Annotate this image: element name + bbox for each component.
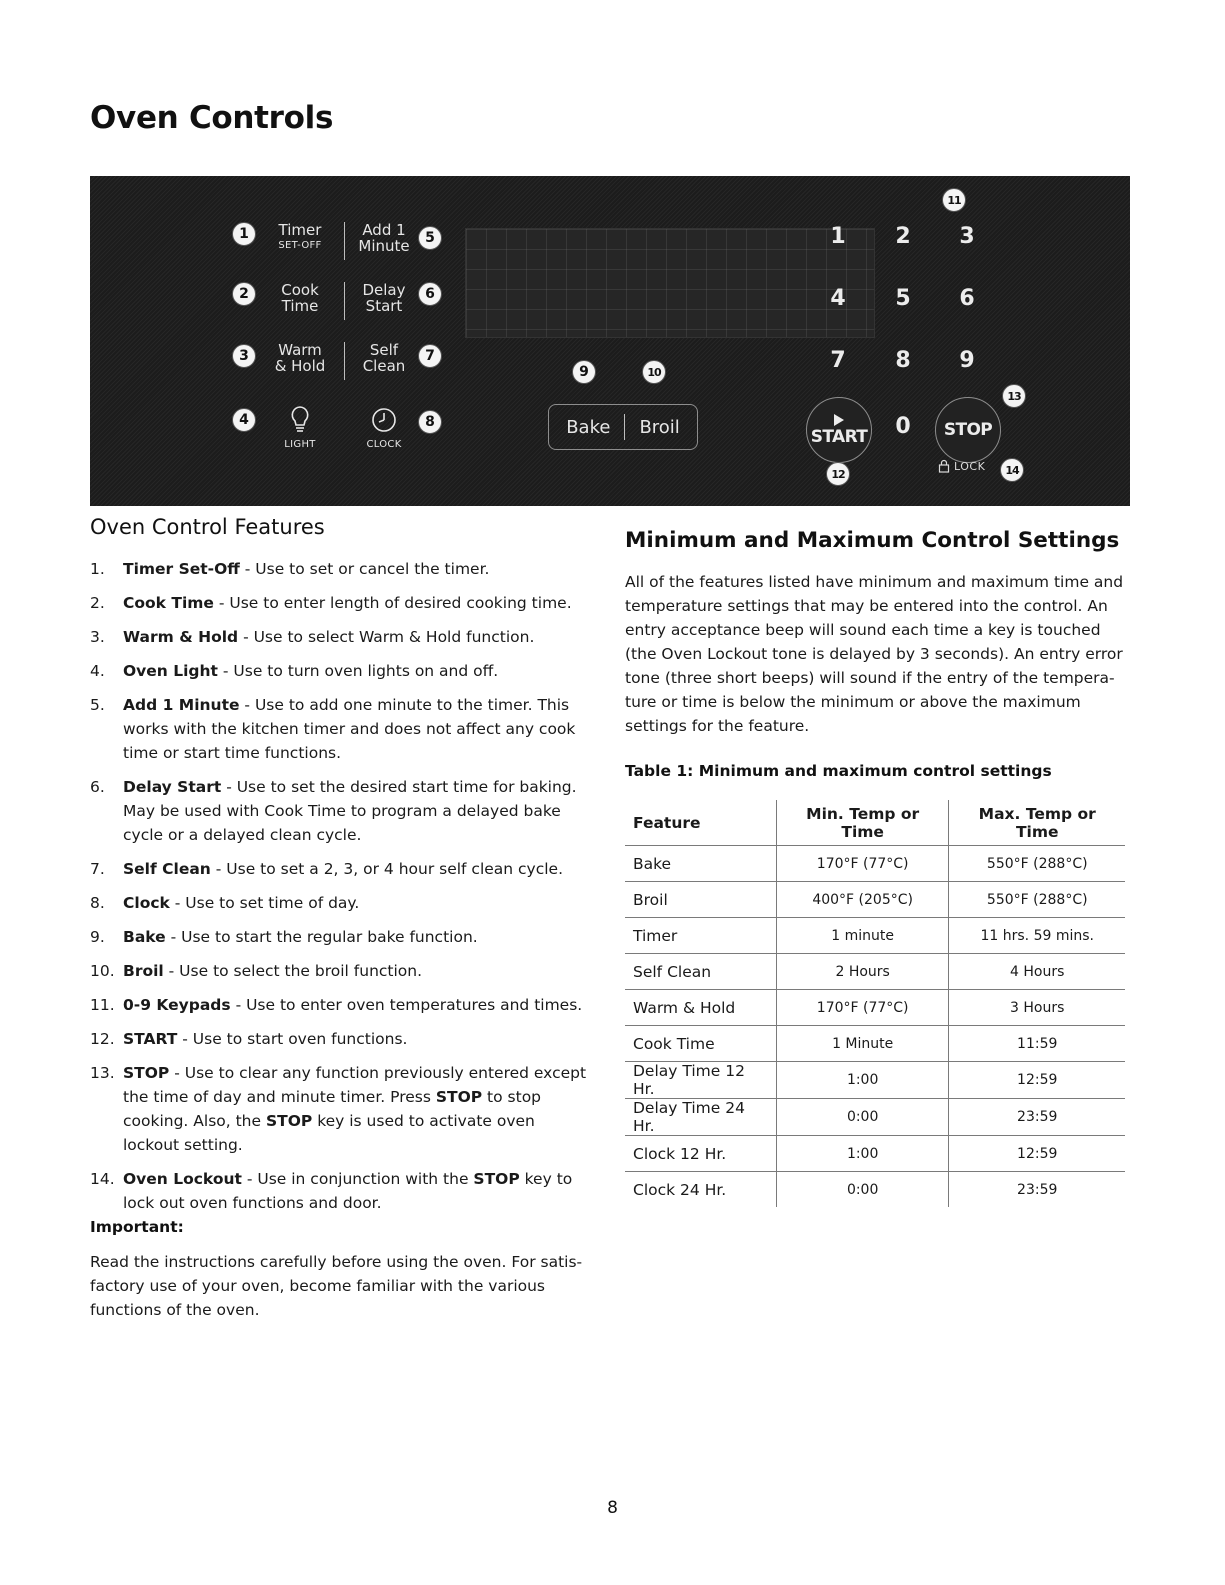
feature-desc: key to lock out oven functions and door. xyxy=(123,1170,573,1212)
delay-start-key xyxy=(342,282,426,314)
list-number: 10. xyxy=(90,962,115,980)
feature-name: 0-9 Keypads xyxy=(123,996,231,1014)
feature-desc: - Use to select the broil function. xyxy=(163,962,423,980)
cook-time-key xyxy=(258,282,342,314)
table-cell: Delay Time 12 Hr. xyxy=(625,1062,776,1099)
feature-desc: - Use to start oven functions. xyxy=(177,1030,408,1048)
list-item xyxy=(90,857,590,881)
list-item xyxy=(90,591,590,615)
keypad-0: 0 xyxy=(895,414,911,439)
add-minute-key-sublabel: Minute xyxy=(358,237,410,255)
feature-name: Clock xyxy=(123,894,170,912)
feature-desc: - Use to enter length of desired cooking time. xyxy=(213,594,572,612)
cook-time-key-label: Cook xyxy=(281,281,319,299)
feature-desc: - Use to set the desired start time for baking. May be used with Cook Time to program a delayed bake cycle or a delayed clean cycle. xyxy=(123,778,577,844)
table-cell: 170°F (77°C) xyxy=(776,846,949,882)
table-cell: Warm & Hold xyxy=(625,990,776,1026)
table-cell: 23:59 xyxy=(949,1172,1125,1208)
callout-5: 5 xyxy=(418,226,442,250)
keypad-1: 1 xyxy=(830,224,846,249)
start-key-label: START xyxy=(810,427,868,447)
table-row xyxy=(625,990,1125,1026)
min-max-body: All of the features listed have minimum and maximum time and temperature settings that may be entered into the control. An entry acceptance beep will sound each time a key is touched (the Oven Lockout tone is delayed by 3 seconds). An entry error tone (three short beeps) will sound if the entry of the tempera-ture or time is below the minimum or above the maximum settings for the feature. xyxy=(625,573,1124,735)
list-item xyxy=(90,891,590,915)
control-panel-illustration xyxy=(90,176,1130,506)
feature-name: Bake xyxy=(123,928,166,946)
list-item xyxy=(90,1167,590,1215)
feature-name: Broil xyxy=(123,962,164,980)
warm-hold-key-sublabel: & Hold xyxy=(274,357,326,375)
feature-desc: - Use to set time of day. xyxy=(169,894,360,912)
feature-name: Oven Lockout xyxy=(123,1170,242,1188)
table-cell: 170°F (77°C) xyxy=(776,990,949,1026)
feature-name: STOP xyxy=(123,1064,170,1082)
table-header-row xyxy=(625,800,1125,846)
table-cell: 0:00 xyxy=(776,1172,949,1208)
bake-key: Bake xyxy=(566,416,611,438)
page-number: 8 xyxy=(607,1498,618,1518)
table-caption: Table 1: Minimum and maximum control settings xyxy=(625,762,1052,780)
feature-name: Warm & Hold xyxy=(123,628,239,646)
feature-name: Cook Time xyxy=(123,594,214,612)
list-number: 6. xyxy=(90,778,105,796)
self-clean-key-label: Self xyxy=(369,341,399,359)
clock-icon xyxy=(370,406,398,434)
callout-14: 14 xyxy=(1000,458,1024,482)
play-triangle-icon xyxy=(833,413,845,427)
table-row xyxy=(625,882,1125,918)
list-item xyxy=(90,557,590,581)
callout-13: 13 xyxy=(1002,384,1026,408)
list-number: 4. xyxy=(90,662,105,680)
list-number: 9. xyxy=(90,928,105,946)
page-title: Oven Controls xyxy=(90,100,334,136)
list-item xyxy=(90,659,590,683)
keypad-9: 9 xyxy=(959,348,975,373)
table-cell: 1:00 xyxy=(776,1136,949,1172)
list-number: 11. xyxy=(90,996,115,1014)
table-row xyxy=(625,1172,1125,1208)
list-number: 8. xyxy=(90,894,105,912)
section-heading-min-max: Minimum and Maximum Control Settings xyxy=(625,528,1120,553)
list-item xyxy=(90,1061,590,1157)
feature-name: Add 1 Minute xyxy=(123,696,240,714)
column-header: Feature xyxy=(633,813,701,832)
feature-desc: - Use to start the regular bake function. xyxy=(165,928,478,946)
list-item xyxy=(90,993,590,1017)
feature-name: Delay Start xyxy=(123,778,222,796)
settings-table xyxy=(625,800,1125,1207)
timer-key-sublabel: SET-OFF xyxy=(278,240,322,251)
callout-4: 4 xyxy=(232,408,256,432)
keypad-4: 4 xyxy=(830,286,846,311)
warm-hold-key-label: Warm xyxy=(278,341,322,359)
list-number: 13. xyxy=(90,1064,115,1082)
list-item xyxy=(90,625,590,649)
table-cell: Delay Time 24 Hr. xyxy=(625,1099,776,1136)
important-label: Important: xyxy=(90,1218,184,1236)
feature-desc: key is used to activate oven lockout setting. xyxy=(123,1112,535,1154)
table-cell: 0:00 xyxy=(776,1099,949,1136)
table-cell: Clock 12 Hr. xyxy=(625,1136,776,1172)
table-cell: 550°F (288°C) xyxy=(949,882,1125,918)
feature-desc: - Use to set or cancel the timer. xyxy=(239,560,490,578)
lock-label xyxy=(938,459,985,473)
key-divider xyxy=(624,414,625,440)
table-cell: Broil xyxy=(625,882,776,918)
feature-name: Self Clean xyxy=(123,860,211,878)
feature-desc: to stop cooking. Also, the xyxy=(123,1088,542,1130)
delay-start-key-sublabel: Start xyxy=(365,297,403,315)
timer-key-label: Timer xyxy=(278,221,322,239)
list-number: 2. xyxy=(90,594,105,612)
table-cell: 11 hrs. 59 mins. xyxy=(949,918,1125,954)
table-row xyxy=(625,1099,1125,1136)
list-number: 3. xyxy=(90,628,105,646)
feature-emphasis: STOP xyxy=(435,1088,483,1106)
stop-key-label: STOP xyxy=(943,420,993,440)
feature-emphasis: STOP xyxy=(265,1112,313,1130)
callout-7: 7 xyxy=(418,344,442,368)
important-text: Read the instructions carefully before using the oven. For satis-factory use of your oven, become familiar with the various functions of the oven. xyxy=(90,1253,583,1319)
feature-desc: - Use to turn oven lights on and off. xyxy=(217,662,499,680)
lcd-display xyxy=(465,228,875,338)
start-key xyxy=(806,397,872,463)
light-bulb-icon xyxy=(288,404,312,434)
table-row xyxy=(625,1062,1125,1099)
table-cell: 11:59 xyxy=(949,1026,1125,1062)
section-heading-features: Oven Control Features xyxy=(90,515,325,539)
table-cell: Clock 24 Hr. xyxy=(625,1172,776,1208)
timer-key xyxy=(258,222,342,254)
table-cell: 12:59 xyxy=(949,1136,1125,1172)
keypad-2: 2 xyxy=(895,224,911,249)
callout-12: 12 xyxy=(826,462,850,486)
table-cell: Self Clean xyxy=(625,954,776,990)
list-number: 14. xyxy=(90,1170,115,1188)
table-cell: 12:59 xyxy=(949,1062,1125,1099)
clock-key xyxy=(342,406,426,453)
feature-emphasis: STOP xyxy=(473,1170,520,1188)
callout-9: 9 xyxy=(572,360,596,384)
feature-desc: - Use in conjunction with the xyxy=(241,1170,474,1188)
feature-name: Oven Light xyxy=(123,662,218,680)
table-cell: 1:00 xyxy=(776,1062,949,1099)
table-row xyxy=(625,1136,1125,1172)
table-cell: 4 Hours xyxy=(949,954,1125,990)
cook-time-key-sublabel: Time xyxy=(281,297,319,315)
broil-key: Broil xyxy=(639,416,680,438)
callout-6: 6 xyxy=(418,282,442,306)
table-row xyxy=(625,1026,1125,1062)
column-header: Min. Temp or Time xyxy=(776,800,949,846)
callout-10: 10 xyxy=(642,360,666,384)
table-cell: 1 Minute xyxy=(776,1026,949,1062)
keypad-8: 8 xyxy=(895,348,911,373)
feature-desc: - Use to select Warm & Hold function. xyxy=(238,628,535,646)
self-clean-key xyxy=(342,342,426,374)
feature-list xyxy=(90,557,590,1225)
feature-desc: - Use to set a 2, 3, or 4 hour self clean cycle. xyxy=(210,860,564,878)
list-item xyxy=(90,693,590,765)
keypad-7: 7 xyxy=(830,348,846,373)
warm-hold-key xyxy=(258,342,342,374)
feature-desc: - Use to enter oven temperatures and times. xyxy=(230,996,583,1014)
list-number: 12. xyxy=(90,1030,115,1048)
callout-8: 8 xyxy=(418,410,442,434)
callout-11: 11 xyxy=(942,188,966,212)
keypad-5: 5 xyxy=(895,286,911,311)
bake-broil-keys xyxy=(548,404,698,450)
list-item xyxy=(90,1027,590,1051)
feature-desc: - Use to clear any function previously entered except the time of day and minute timer. Press xyxy=(123,1064,587,1106)
table-row xyxy=(625,846,1125,882)
table-row xyxy=(625,918,1125,954)
self-clean-key-sublabel: Clean xyxy=(362,357,406,375)
stop-key xyxy=(935,397,1001,463)
list-item xyxy=(90,959,590,983)
table-cell: 3 Hours xyxy=(949,990,1125,1026)
add-minute-key xyxy=(342,222,426,254)
callout-1: 1 xyxy=(232,222,256,246)
table-cell: Timer xyxy=(625,918,776,954)
table-cell: 400°F (205°C) xyxy=(776,882,949,918)
list-item xyxy=(90,925,590,949)
table-cell: 23:59 xyxy=(949,1099,1125,1136)
feature-name: START xyxy=(123,1030,178,1048)
delay-start-key-label: Delay xyxy=(362,281,406,299)
keypad-3: 3 xyxy=(959,224,975,249)
padlock-icon xyxy=(938,459,950,473)
lock-label-text: LOCK xyxy=(954,459,986,473)
list-number: 1. xyxy=(90,560,105,578)
callout-2: 2 xyxy=(232,282,256,306)
light-key-label: LIGHT xyxy=(284,439,316,450)
column-header: Max. Temp or Time xyxy=(978,804,1096,841)
table-cell: Bake xyxy=(625,846,776,882)
table-cell: 1 minute xyxy=(776,918,949,954)
callout-3: 3 xyxy=(232,344,256,368)
list-number: 7. xyxy=(90,860,105,878)
clock-key-label: CLOCK xyxy=(366,439,402,450)
light-key xyxy=(258,404,342,453)
list-number: 5. xyxy=(90,696,105,714)
feature-desc: - Use to add one minute to the timer. This works with the kitchen timer and does not affect any cook time or start time functions. xyxy=(123,696,576,762)
table-cell: 2 Hours xyxy=(776,954,949,990)
keypad-6: 6 xyxy=(959,286,975,311)
add-minute-key-label: Add 1 xyxy=(362,221,406,239)
feature-name: Timer Set-Off xyxy=(123,560,240,578)
table-row xyxy=(625,954,1125,990)
list-item xyxy=(90,775,590,847)
table-cell: Cook Time xyxy=(625,1026,776,1062)
table-cell: 550°F (288°C) xyxy=(949,846,1125,882)
